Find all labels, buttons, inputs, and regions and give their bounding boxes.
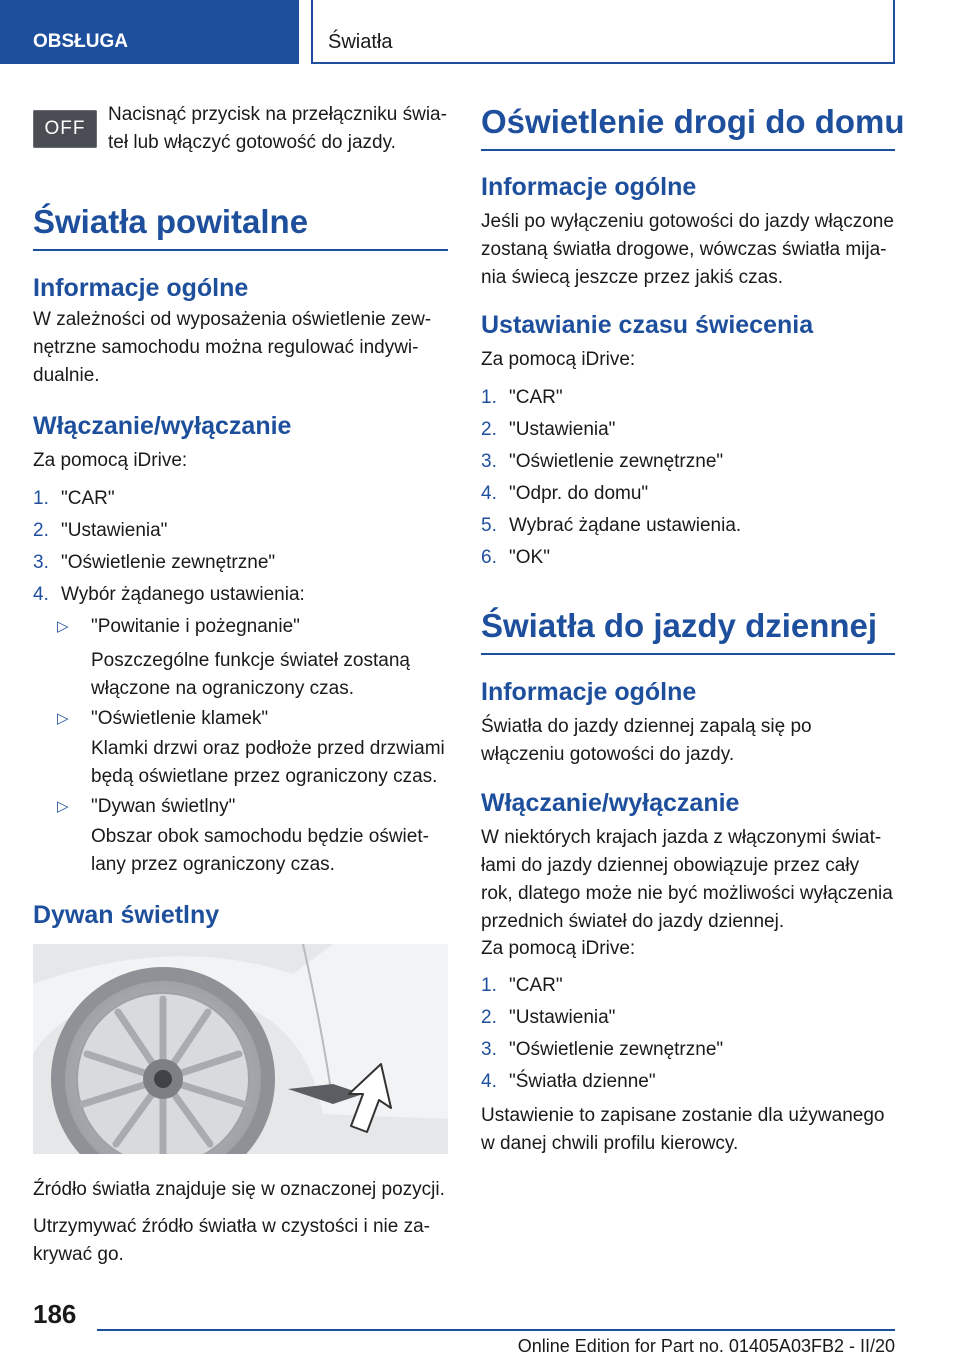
- welcome-lights-title: Światła powitalne: [33, 202, 448, 251]
- page-number: 186: [33, 1299, 77, 1329]
- light-carpet-text-1: Źródło światła znajduje się w oznaczonej pozycji.: [33, 1179, 445, 1200]
- drl-on-off-heading: Włączanie/wyłączanie: [481, 789, 740, 817]
- drl-idrive-intro: Za pomocą iDrive:: [481, 938, 636, 959]
- off-button-icon: OFF: [33, 110, 97, 148]
- triangle-bullet-icon: ▷: [57, 798, 69, 815]
- list-text: "Odpr. do domu": [509, 483, 649, 504]
- list-number: 4.: [481, 1071, 497, 1092]
- triangle-bullet-icon: ▷: [57, 710, 69, 727]
- general-info-heading: Informacje ogólne: [481, 173, 697, 201]
- list-text: "Światła dzienne": [509, 1071, 656, 1092]
- option-title: "Dywan świetlny": [91, 796, 236, 817]
- list-number: 1.: [481, 387, 497, 408]
- list-number: 4.: [481, 483, 497, 504]
- option-title: "Powitanie i pożegnanie": [91, 616, 300, 637]
- list-text: "OK": [509, 547, 550, 568]
- list-number: 3.: [481, 1039, 497, 1060]
- list-text: "Oświetlenie zewnętrzne": [509, 451, 724, 472]
- car-wheel-drawing: [33, 944, 448, 1154]
- list-number: 1.: [33, 488, 49, 509]
- list-number: 3.: [481, 451, 497, 472]
- list-text: "CAR": [61, 488, 115, 509]
- list-number: 2.: [33, 520, 49, 541]
- list-text: Wybrać żądane ustawienia.: [509, 515, 742, 536]
- option-description: Obszar obok samochodu będzie oświet-lany przez ograniczony czas.: [91, 826, 429, 875]
- list-text: "Ustawienia": [509, 1007, 616, 1028]
- drl-general-heading: Informacje ogólne: [481, 678, 697, 706]
- edition-note: Online Edition for Part no. 01405A03FB2 - II/20: [517, 1336, 895, 1356]
- option-description: Klamki drzwi oraz podłoże przed drzwiami będą oświetlane przez ograniczony czas.: [91, 738, 445, 787]
- car-wheel-illustration: [33, 944, 448, 1154]
- home-lights-title: Oświetlenie drogi do domu: [481, 102, 895, 151]
- light-carpet-heading: Dywan świetlny: [33, 901, 220, 929]
- list-number: 2.: [481, 1007, 497, 1028]
- on-off-heading: Włączanie/wyłączanie: [33, 412, 292, 440]
- drl-on-off-text: W niektórych krajach jazda z włączonymi świat-łami do jazdy dziennej obowiązuje przez cały rok, dlatego może nie być możliwości wyłączenia przednich świateł do jazdy dziennej.: [481, 827, 893, 932]
- section-tab: OBSŁUGA: [0, 0, 299, 64]
- option-description: Poszczególne funkcje świateł zostaną włączone na ograniczony czas.: [91, 650, 410, 699]
- idrive-intro: Za pomocą iDrive:: [33, 450, 188, 471]
- drl-general-text: Światła do jazdy dziennej zapalą się po włączeniu gotowości do jazdy.: [481, 716, 812, 765]
- list-text: "Oświetlenie zewnętrzne": [509, 1039, 724, 1060]
- chapter-title: Światła: [311, 0, 895, 64]
- list-number: 1.: [481, 975, 497, 996]
- daytime-lights-title: Światła do jazdy dziennej: [481, 606, 895, 655]
- list-number: 2.: [481, 419, 497, 440]
- idrive-intro: Za pomocą iDrive:: [481, 349, 636, 370]
- list-number: 6.: [481, 547, 497, 568]
- list-number: 5.: [481, 515, 497, 536]
- lighting-time-heading: Ustawianie czasu świecenia: [481, 311, 814, 339]
- footer-divider: [97, 1329, 895, 1331]
- general-info-text: W zależności od wyposażenia oświetlenie zew-nętrzne samochodu można regulować indywi-dualnie.: [33, 309, 432, 386]
- light-carpet-text-2: Utrzymywać źródło światła w czystości i nie za-krywać go.: [33, 1216, 430, 1265]
- list-text: "Ustawienia": [61, 520, 168, 541]
- drl-final-text: Ustawienie to zapisane zostanie dla używanego w danej chwili profilu kierowcy.: [481, 1105, 885, 1154]
- list-text: "Ustawienia": [509, 419, 616, 440]
- list-number: 3.: [33, 552, 49, 573]
- list-text: "Oświetlenie zewnętrzne": [61, 552, 276, 573]
- list-text: "CAR": [509, 387, 563, 408]
- general-info-text: Jeśli po wyłączeniu gotowości do jazdy włączone zostaną światła drogowe, wówczas światła mija-nia świecą jeszcze przez jakiś czas.: [481, 211, 894, 288]
- triangle-bullet-icon: ▷: [57, 618, 69, 635]
- general-info-heading: Informacje ogólne: [33, 274, 249, 302]
- list-number: 4.: [33, 584, 49, 605]
- off-note-text: Nacisnąć przycisk na przełączniku świa-teł lub włączyć gotowość do jazdy.: [108, 104, 447, 153]
- option-title: "Oświetlenie klamek": [91, 708, 269, 729]
- list-text: "CAR": [509, 975, 563, 996]
- list-text: Wybór żądanego ustawienia:: [61, 584, 305, 605]
